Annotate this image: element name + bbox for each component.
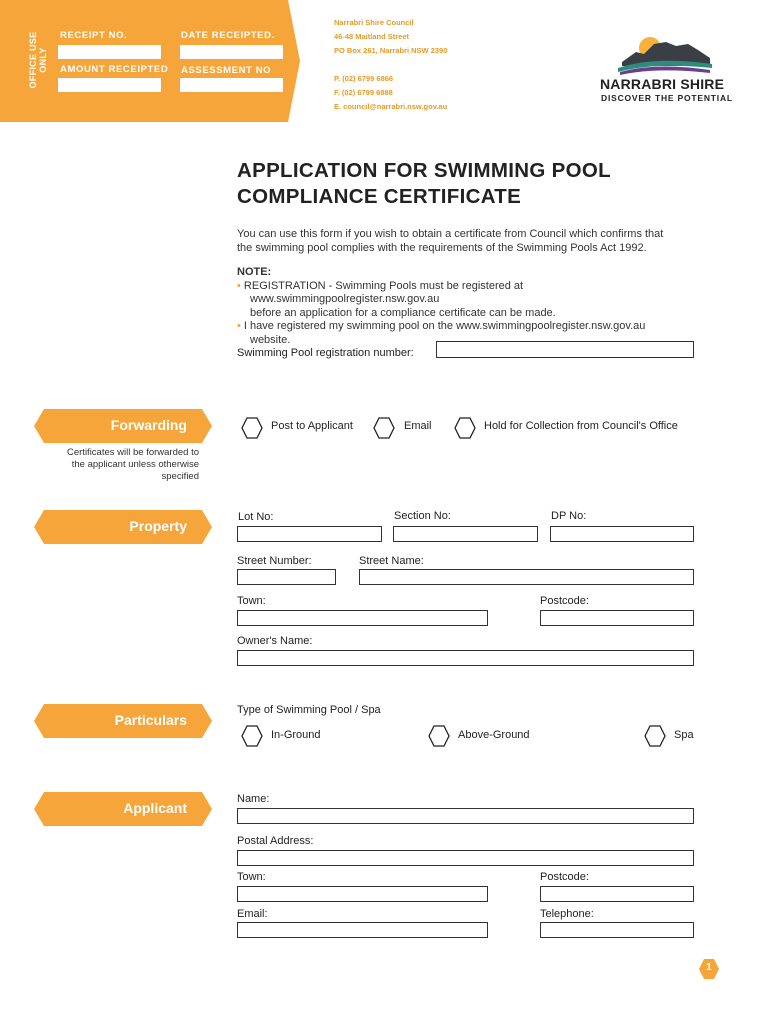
receipt-no-field[interactable] <box>58 45 161 59</box>
registration-number-field[interactable] <box>436 341 694 358</box>
intro-line-2: the swimming pool complies with the requirements of the Swimming Pools Act 1992. <box>237 242 647 254</box>
applicant-town-label: Town: <box>237 871 266 883</box>
note-bullet-1: • REGISTRATION - Swimming Pools must be registered at <box>237 279 524 292</box>
street-number-label: Street Number: <box>237 555 312 567</box>
note-bullet-2-line-2: website. <box>250 333 291 346</box>
council-phone: P. (02) 6799 6866 <box>334 74 394 83</box>
applicant-telephone-field[interactable] <box>540 922 694 938</box>
email-radio-icon[interactable] <box>372 416 396 440</box>
section-no-field[interactable] <box>393 526 538 542</box>
dp-no-field[interactable] <box>550 526 694 542</box>
lot-no-field[interactable] <box>237 526 382 542</box>
council-po-box: PO Box 261, Narrabri NSW 2390 <box>334 46 448 55</box>
council-street: 46-48 Maitland Street <box>334 32 410 41</box>
applicant-tab-label: Applicant <box>123 800 187 816</box>
title-line-1: APPLICATION FOR SWIMMING POOL <box>237 159 611 182</box>
assessment-no-label: ASSESSMENT NO <box>181 65 272 76</box>
spa-label: Spa <box>674 729 694 741</box>
note-bullet-2: • I have registered my swimming pool on the www.swimmingpoolregister.nsw.gov.au <box>237 320 646 332</box>
date-receipted-label: DATE RECEIPTED. <box>181 30 275 41</box>
amount-receipted-label: AMOUNT RECEIPTED <box>60 64 169 75</box>
street-name-field[interactable] <box>359 569 694 585</box>
narrabri-logo-graphic <box>614 32 714 76</box>
property-town-label: Town: <box>237 595 266 607</box>
forwarding-tab-label: Forwarding <box>110 417 187 433</box>
owners-name-label: Owner's Name: <box>237 635 313 647</box>
logo-tagline: DISCOVER THE POTENTIAL <box>601 93 733 103</box>
owners-name-field[interactable] <box>237 650 694 666</box>
logo-name: NARRABRI SHIRE <box>600 76 725 92</box>
property-postcode-field[interactable] <box>540 610 694 626</box>
council-address <box>334 16 447 114</box>
council-email: E. council@narrabri.nsw.gov.au <box>334 102 448 111</box>
property-postcode-label: Postcode: <box>540 595 589 607</box>
receipt-no-label: RECEIPT NO. <box>60 30 128 41</box>
in-ground-label: In-Ground <box>271 729 321 741</box>
applicant-postcode-field[interactable] <box>540 886 694 902</box>
pool-type-label: Type of Swimming Pool / Spa <box>237 704 381 716</box>
intro-text <box>237 227 707 255</box>
postal-address-field[interactable] <box>237 850 694 866</box>
in-ground-radio-icon[interactable] <box>240 724 264 748</box>
lot-no-label: Lot No: <box>238 511 274 523</box>
section-no-label: Section No: <box>394 510 451 522</box>
applicant-postcode-label: Postcode: <box>540 871 589 883</box>
registration-number-label: Swimming Pool registration number: <box>237 347 414 359</box>
note-bullet-1-line-3: before an application for a compliance certificate can be made. <box>250 306 556 319</box>
property-town-field[interactable] <box>237 610 488 626</box>
post-to-applicant-label: Post to Applicant <box>271 420 353 432</box>
applicant-email-label: Email: <box>237 908 268 920</box>
assessment-no-field[interactable] <box>180 78 283 92</box>
page-title <box>237 158 611 210</box>
particulars-tab-label: Particulars <box>114 712 187 728</box>
hold-for-collection-label: Hold for Collection from Council's Office <box>484 420 678 432</box>
post-to-applicant-radio-icon[interactable] <box>240 416 264 440</box>
page-number: 1 <box>706 962 712 973</box>
bullet-icon: • <box>237 279 241 292</box>
street-number-field[interactable] <box>237 569 336 585</box>
title-line-2: COMPLIANCE CERTIFICATE <box>237 185 522 208</box>
council-fax: F. (02) 6799 6888 <box>334 88 393 97</box>
applicant-email-field[interactable] <box>237 922 488 938</box>
above-ground-radio-icon[interactable] <box>427 724 451 748</box>
applicant-name-field[interactable] <box>237 808 694 824</box>
date-receipted-field[interactable] <box>180 45 283 59</box>
email-option-label: Email <box>404 420 432 432</box>
dp-no-label: DP No: <box>551 510 587 522</box>
street-name-label: Street Name: <box>359 555 424 567</box>
bullet-icon: • <box>237 320 241 332</box>
note-heading: NOTE: <box>237 266 272 278</box>
postal-address-label: Postal Address: <box>237 835 314 847</box>
spa-radio-icon[interactable] <box>643 724 667 748</box>
note-bullet-1-line-2: www.swimmingpoolregister.nsw.gov.au <box>250 293 440 305</box>
amount-receipted-field[interactable] <box>58 78 161 92</box>
intro-line-1: You can use this form if you wish to obtain a certificate from Council which confirms that <box>237 228 664 240</box>
hold-for-collection-radio-icon[interactable] <box>453 416 477 440</box>
property-tab-label: Property <box>129 518 187 534</box>
forwarding-note: Certificates will be forwarded to the applicant unless otherwise specified <box>67 447 199 482</box>
applicant-telephone-label: Telephone: <box>540 908 594 920</box>
applicant-name-label: Name: <box>237 793 270 805</box>
above-ground-label: Above-Ground <box>458 729 530 741</box>
note-block <box>237 266 707 347</box>
office-use-vertical-label: OFFICE USE ONLY <box>28 31 48 89</box>
applicant-town-field[interactable] <box>237 886 488 902</box>
council-name: Narrabri Shire Council <box>334 18 414 27</box>
